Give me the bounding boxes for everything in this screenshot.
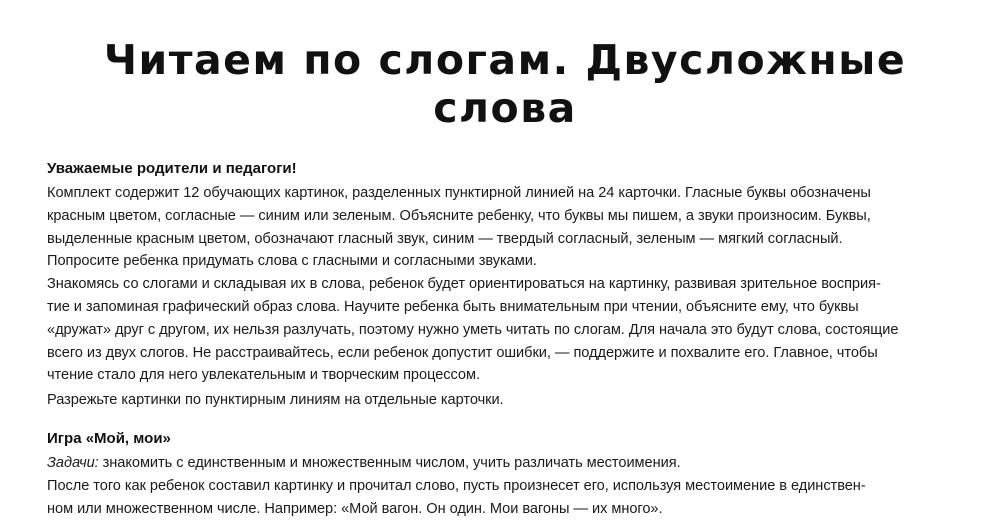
game-heading: Игра «Мой, мои» bbox=[47, 429, 171, 447]
game-task bbox=[47, 452, 963, 475]
text-line: тие и запоминая графический образ слова. Научите ребенка быть внимательным при чтении, объясните ему, что буквы bbox=[47, 298, 859, 315]
text-line: Попросите ребенка придумать слова с гласными и согласными звуками. bbox=[47, 253, 537, 270]
text-line: Знакомясь со слогами и складывая их в слова, ребенок будет ориентироваться на картинку, развивая зрительное восприя- bbox=[47, 276, 881, 293]
text-line: всего из двух слогов. Не расстраивайтесь, если ребенок допустит ошибки, — поддержите и похвалите его. Главное, чтобы bbox=[47, 344, 878, 361]
text-line: Комплект содержит 12 обучающих картинок, разделенных пунктирной линией на 24 карточки. Гласные буквы обозначены bbox=[47, 185, 871, 201]
text-line: красным цветом, согласные — синим или зеленым. Объясните ребенку, что буквы мы пишем, а звуки произносим. Буквы, bbox=[47, 207, 871, 224]
page-title: Читаем по слогам. Двусложные слова bbox=[103, 36, 907, 132]
intro-heading: Уважаемые родители и педагоги! bbox=[47, 160, 297, 177]
intro-paragraph-3 bbox=[47, 389, 963, 412]
text-line: ном или множественном числе. Например: «Мой вагон. Он один. Мои вагоны — их много». bbox=[47, 500, 663, 517]
text-line: Разрежьте картинки по пунктирным линиям на отдельные карточки. bbox=[47, 392, 504, 409]
task-label: Задачи: bbox=[47, 454, 99, 471]
text-line: После того как ребенок составил картинку и прочитал слово, пусть произнесет его, используя местоимение в единствен- bbox=[47, 477, 866, 494]
task-text: знакомить с единственным и множественным числом, учить различать местоимения. bbox=[98, 454, 681, 471]
text-line: выделенные красным цветом, обозначают гласный звук, синим — твердый согласный, зеленым — мягкий согласный. bbox=[47, 230, 843, 247]
intro-paragraph-1 bbox=[47, 182, 963, 273]
text-line: «дружат» друг с другом, их нельзя разлучать, поэтому нужно уметь читать по слогам. Для начала это будут слова, состоящие bbox=[47, 321, 899, 338]
text-line bbox=[47, 452, 963, 475]
text-line: чтение стало для него увлекательным и творческим процессом. bbox=[47, 367, 480, 384]
intro-paragraph-2 bbox=[47, 273, 963, 387]
game-paragraph bbox=[47, 475, 963, 520]
